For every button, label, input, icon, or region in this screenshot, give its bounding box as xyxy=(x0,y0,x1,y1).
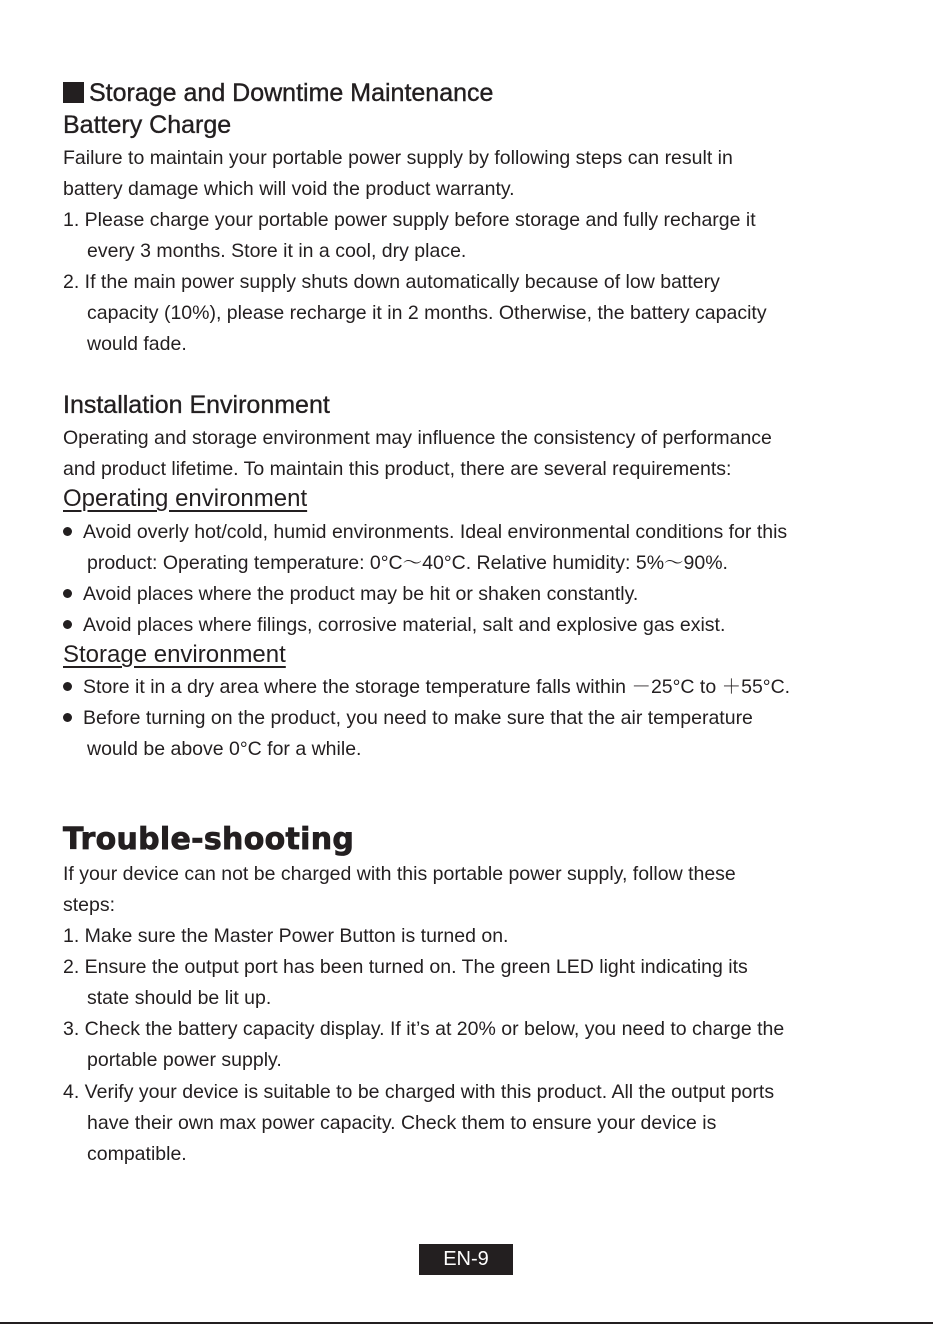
battery-step-1-cont: every 3 months. Store it in a cool, dry place. xyxy=(87,240,467,262)
operating-bullet-1-cont: product: Operating temperature: 0°C～40°C. Relative humidity: 5%～90%. xyxy=(87,552,728,574)
bullet-dot-icon xyxy=(63,682,72,691)
battery-charge-heading: Battery Charge xyxy=(63,111,232,139)
storage-bullet-text: Before turning on the product, you need to make sure that the air temperature xyxy=(83,707,753,729)
install-intro-line: Operating and storage environment may influence the consistency of performance xyxy=(63,427,772,449)
operating-bullet-2 xyxy=(63,579,638,610)
battery-step-2-cont: would fade. xyxy=(87,333,187,355)
trouble-step-3: 3. Check the battery capacity display. If it’s at 20% or below, you need to charge the xyxy=(63,1018,785,1040)
bullet-dot-icon xyxy=(63,713,72,722)
trouble-intro-line: steps: xyxy=(63,894,116,916)
trouble-shooting-title: Trouble-shooting xyxy=(63,822,355,857)
operating-bullet-text: Avoid overly hot/cold, humid environments. Ideal environmental conditions for this xyxy=(83,521,788,543)
section-title-text: Storage and Downtime Maintenance xyxy=(89,79,494,107)
storage-environment-heading: Storage environment xyxy=(63,641,286,668)
storage-bullet-1 xyxy=(63,672,790,703)
trouble-step-2-cont: state should be lit up. xyxy=(87,987,272,1009)
trouble-step-4-cont: compatible. xyxy=(87,1143,187,1165)
trouble-step-3-cont: portable power supply. xyxy=(87,1049,282,1071)
trouble-intro-line: If your device can not be charged with this portable power supply, follow these xyxy=(63,863,736,885)
trouble-step-4-cont: have their own max power capacity. Check them to ensure your device is xyxy=(87,1112,717,1134)
storage-bullet-text: Store it in a dry area where the storage temperature falls within －25°C to ＋55°C. xyxy=(83,676,791,698)
installation-environment-heading: Installation Environment xyxy=(63,391,330,419)
section-title xyxy=(63,78,493,109)
battery-step-1: 1. Please charge your portable power supply before storage and fully recharge it xyxy=(63,209,756,231)
battery-step-2-cont: capacity (10%), please recharge it in 2 months. Otherwise, the battery capacity xyxy=(87,302,767,324)
battery-step-2: 2. If the main power supply shuts down automatically because of low battery xyxy=(63,271,720,293)
storage-bullet-2-cont: would be above 0°C for a while. xyxy=(87,738,362,760)
storage-bullet-2 xyxy=(63,703,753,734)
trouble-step-4: 4. Verify your device is suitable to be charged with this product. All the output ports xyxy=(63,1081,775,1103)
trouble-step-2: 2. Ensure the output port has been turned on. The green LED light indicating its xyxy=(63,956,748,978)
operating-bullet-text: Avoid places where filings, corrosive material, salt and explosive gas exist. xyxy=(83,614,726,636)
bullet-dot-icon xyxy=(63,527,72,536)
operating-bullet-1 xyxy=(63,517,787,548)
bullet-dot-icon xyxy=(63,589,72,598)
square-bullet-icon xyxy=(63,82,84,103)
operating-bullet-text: Avoid places where the product may be hit or shaken constantly. xyxy=(83,583,639,605)
battery-intro-line: Failure to maintain your portable power supply by following steps can result in xyxy=(63,147,733,169)
trouble-step-1: 1. Make sure the Master Power Button is turned on. xyxy=(63,925,509,947)
page-number-badge: EN-9 xyxy=(419,1244,513,1275)
battery-intro-line: battery damage which will void the product warranty. xyxy=(63,178,515,200)
operating-environment-heading: Operating environment xyxy=(63,485,308,512)
operating-bullet-3 xyxy=(63,610,725,641)
bullet-dot-icon xyxy=(63,620,72,629)
install-intro-line: and product lifetime. To maintain this product, there are several requirements: xyxy=(63,458,732,480)
